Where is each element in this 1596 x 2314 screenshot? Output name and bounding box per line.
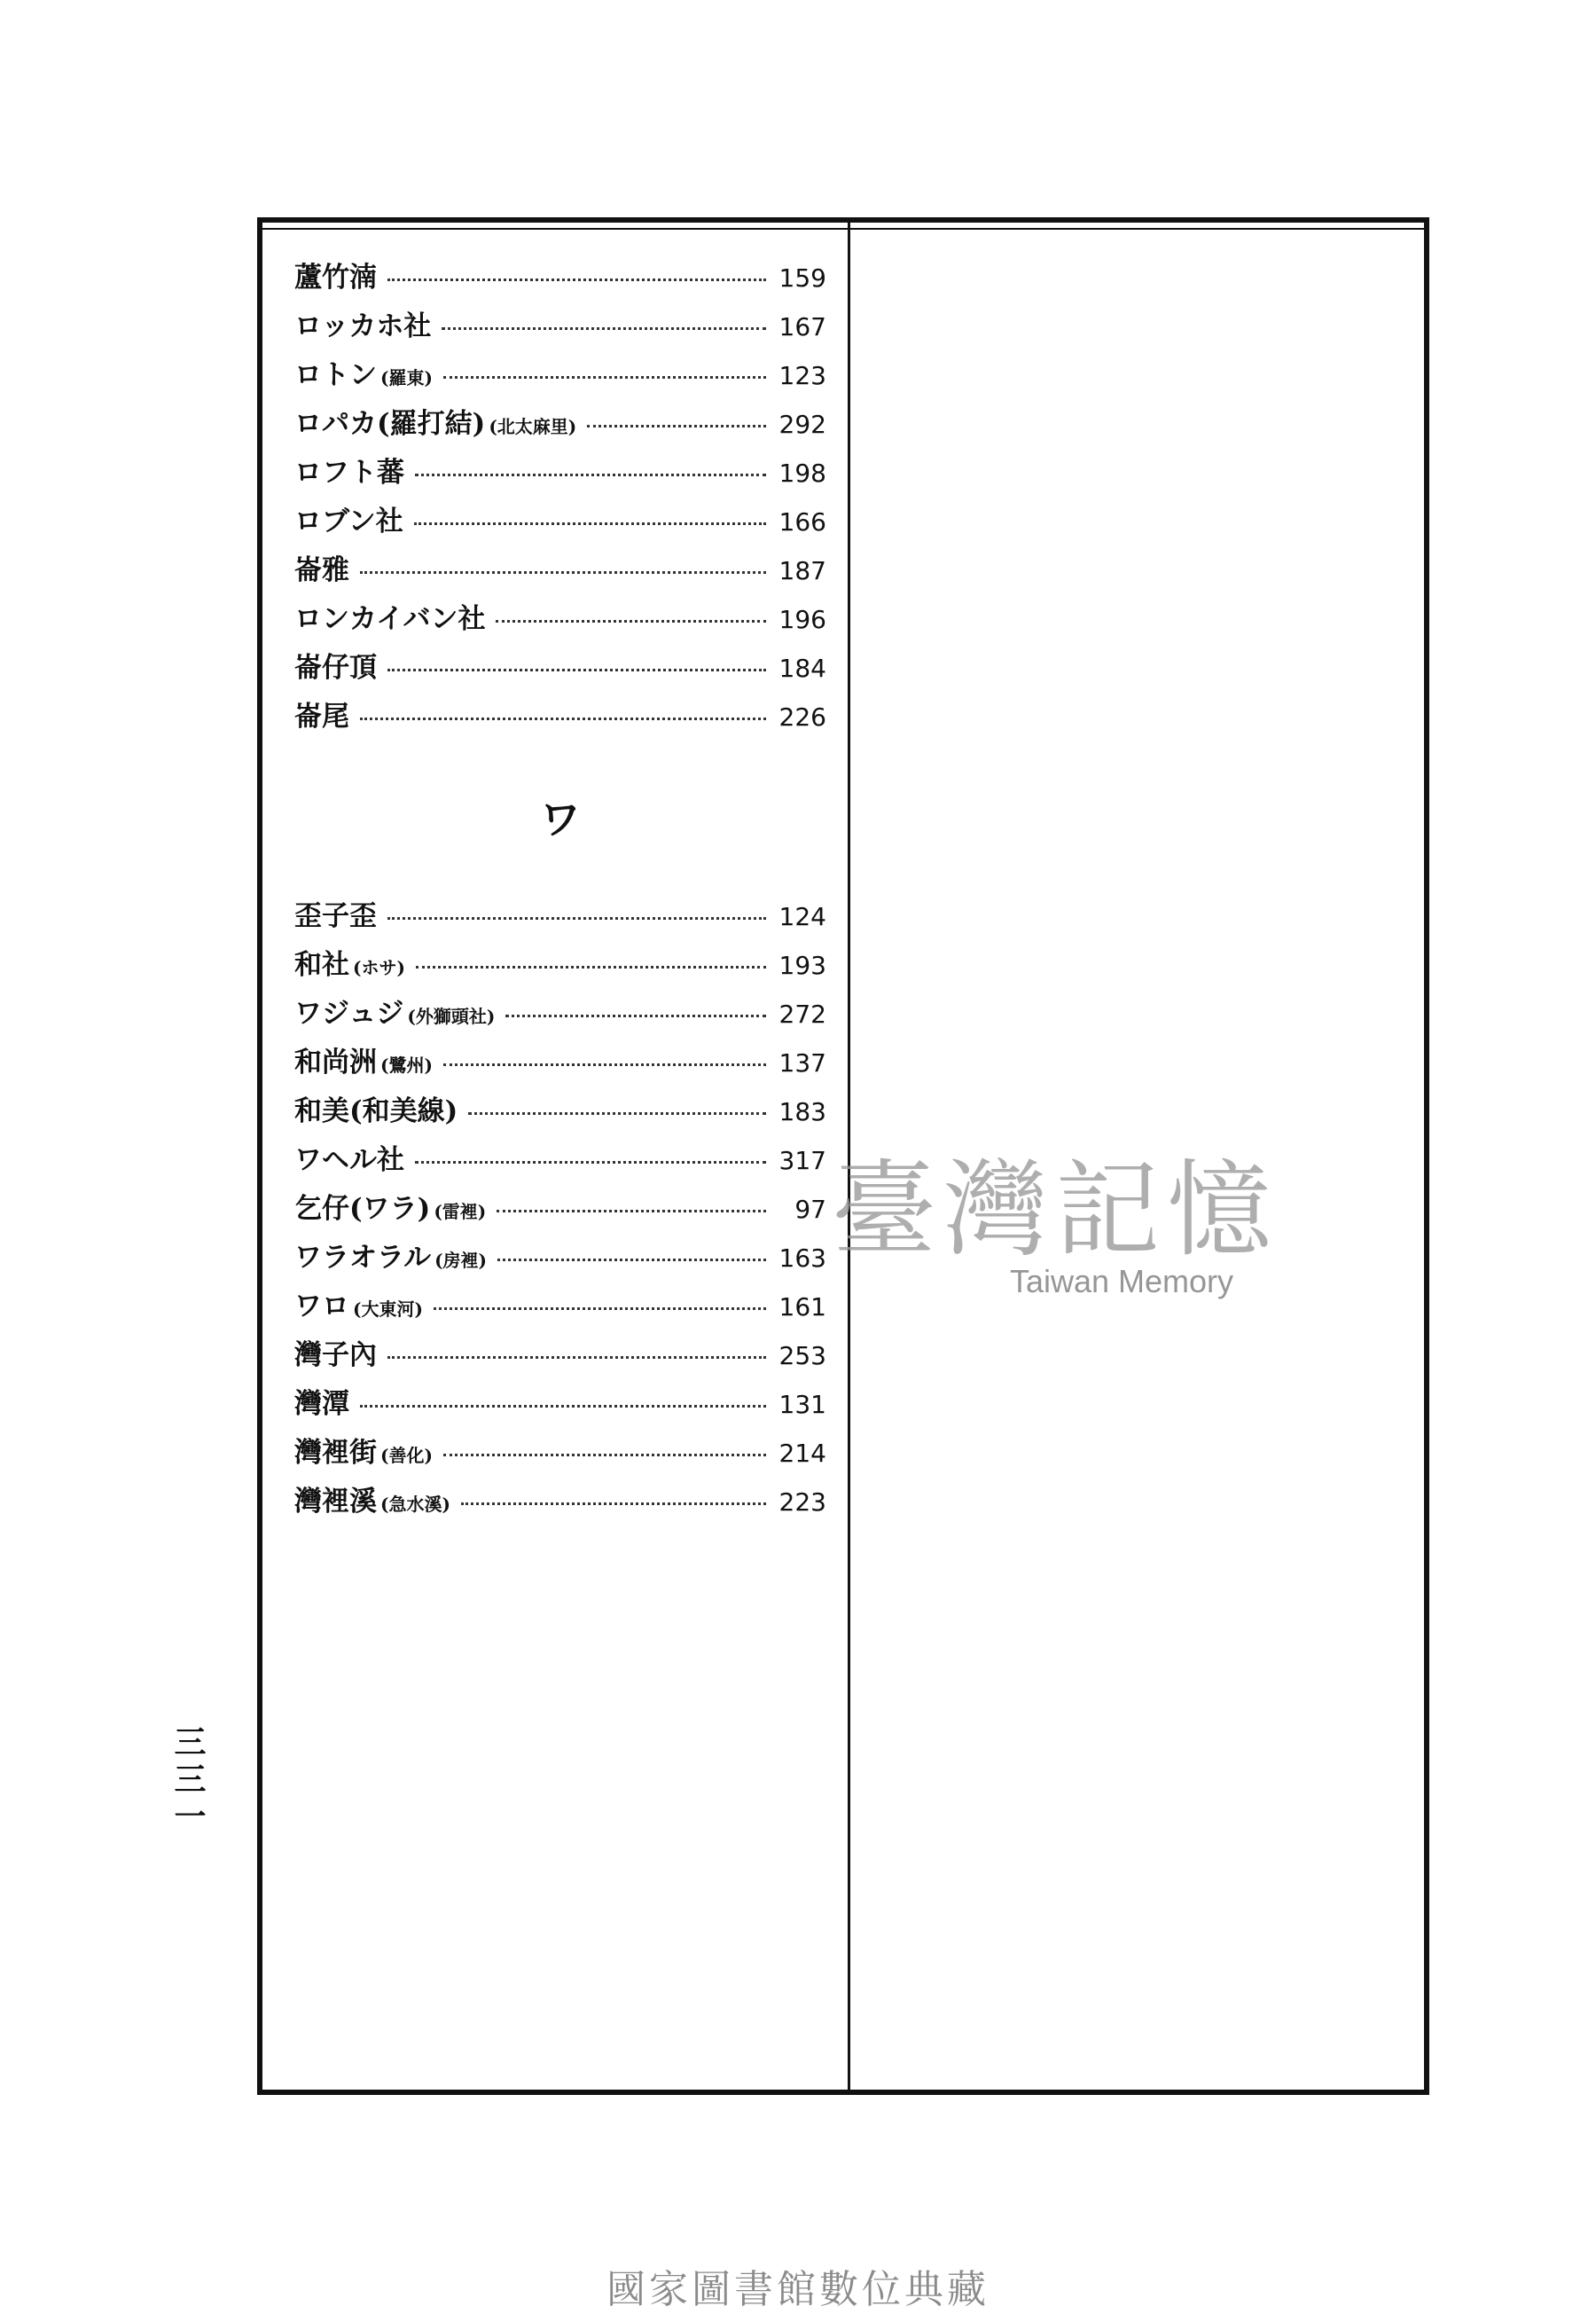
entry-page-number: 124: [778, 902, 826, 931]
entry-term: 灣子內: [294, 1339, 377, 1371]
entry-term: 乞仔(ワラ): [294, 1193, 431, 1225]
entry-page-number: 97: [794, 1195, 826, 1224]
entry-note: (北太麻里): [489, 416, 577, 437]
entry-page-number: 161: [778, 1292, 826, 1322]
entry-page-number: 163: [778, 1243, 826, 1273]
entry-term: ワロ: [294, 1290, 349, 1322]
dot-leader: [414, 522, 766, 525]
frame-top-rule: [262, 228, 1424, 230]
dot-leader: [497, 1259, 766, 1261]
entry-page-number: 167: [778, 312, 826, 341]
dot-leader: [468, 1112, 766, 1115]
dot-leader: [415, 1161, 766, 1164]
watermark-chinese: 臺灣記憶: [831, 1149, 1279, 1271]
index-entry: [294, 1087, 826, 1136]
entry-term: 和尚洲: [294, 1047, 377, 1079]
entry-term: ロトン: [294, 359, 377, 391]
index-entry: [294, 1331, 826, 1380]
entry-page-number: 292: [778, 410, 826, 439]
entry-page-number: 214: [778, 1439, 826, 1468]
index-entry: [294, 941, 826, 990]
index-entry: [294, 498, 826, 546]
entry-term: ワジュジ: [294, 998, 404, 1030]
index-entry: [294, 1429, 826, 1478]
section-heading-wa: ワ: [540, 796, 581, 843]
entry-term: ロブン社: [294, 506, 403, 537]
entry-term: 灣潭: [294, 1388, 349, 1420]
entry-term: ロッカホ社: [294, 310, 432, 342]
entry-term: 和社: [294, 949, 349, 981]
index-entry: [294, 302, 826, 351]
entry-page-number: 223: [778, 1487, 826, 1517]
entry-page-number: 123: [778, 361, 826, 390]
entry-term: 崙雅: [294, 554, 349, 586]
index-entry: [294, 1185, 826, 1234]
index-entry: [294, 351, 826, 400]
dot-leader: [387, 1356, 766, 1359]
dot-leader: [505, 1015, 766, 1017]
entry-note: (大東河): [353, 1298, 423, 1320]
index-entry: [294, 1234, 826, 1283]
entry-note: (羅東): [380, 367, 433, 388]
entry-term: 歪子歪: [294, 900, 377, 932]
index-entry: [294, 1136, 826, 1185]
dot-leader: [434, 1307, 766, 1310]
entry-term: 崙尾: [294, 701, 349, 733]
entry-page-number: 159: [778, 263, 826, 293]
entry-page-number: 193: [778, 951, 826, 980]
entry-page-number: 226: [778, 702, 826, 732]
dot-leader: [443, 1063, 766, 1066]
entry-page-number: 137: [778, 1048, 826, 1078]
index-entry: [294, 892, 826, 941]
page-number: 三三一: [169, 1725, 207, 1837]
entry-term: 灣裡溪: [294, 1486, 377, 1518]
entry-term: ワラオラル: [294, 1242, 432, 1274]
entry-note: (善化): [380, 1445, 433, 1466]
entry-page-number: 183: [778, 1097, 826, 1126]
index-entry: [294, 595, 826, 644]
dot-leader: [387, 917, 766, 920]
dot-leader: [587, 425, 766, 428]
dot-leader: [360, 718, 766, 720]
entry-note: (雷裡): [434, 1201, 487, 1222]
dot-leader: [360, 571, 766, 574]
index-entry: [294, 1380, 826, 1429]
index-group-ro: [294, 254, 826, 741]
dot-leader: [416, 966, 766, 969]
dot-leader: [496, 620, 766, 623]
entry-term: 蘆竹湳: [294, 262, 377, 294]
footer-credit: 國家圖書館數位典藏: [606, 2267, 990, 2312]
entry-note: (房裡): [434, 1250, 488, 1271]
dot-leader: [442, 327, 766, 330]
entry-page-number: 131: [778, 1390, 826, 1419]
entry-page-number: 253: [778, 1341, 826, 1370]
entry-term: 崙仔頂: [294, 652, 377, 684]
index-column: [294, 254, 826, 1526]
dot-leader: [360, 1405, 766, 1408]
watermark-logo: [825, 1149, 1286, 1300]
dot-leader: [497, 1210, 766, 1212]
entry-term: ロンカイバン社: [294, 603, 486, 635]
entry-page-number: 196: [778, 605, 826, 634]
index-entry: [294, 1283, 826, 1331]
index-group-wa: [294, 892, 826, 1526]
entry-page-number: 166: [778, 507, 826, 537]
entry-term: ワヘル社: [294, 1144, 404, 1176]
dot-leader: [443, 376, 766, 379]
dot-leader: [387, 669, 766, 671]
index-entry: [294, 693, 826, 741]
dot-leader: [443, 1454, 766, 1456]
entry-note: (外獅頭社): [407, 1006, 496, 1027]
index-entry: [294, 1478, 826, 1526]
dot-leader: [461, 1502, 766, 1505]
entry-note: (鷺州): [380, 1055, 433, 1076]
index-entry: [294, 1039, 826, 1087]
index-entry: [294, 644, 826, 693]
index-entry: [294, 990, 826, 1039]
index-entry: [294, 254, 826, 302]
entry-term: 灣裡街: [294, 1437, 377, 1469]
entry-page-number: 198: [778, 459, 826, 488]
entry-page-number: 317: [778, 1146, 826, 1175]
dot-leader: [387, 278, 766, 281]
entry-term: ロフト蕃: [294, 457, 404, 489]
entry-page-number: 272: [778, 1000, 826, 1029]
entry-page-number: 187: [778, 556, 826, 585]
index-entry: [294, 400, 826, 449]
dot-leader: [415, 474, 766, 476]
entry-term: 和美(和美線): [294, 1095, 458, 1127]
entry-term: ロパカ(羅打結): [294, 408, 486, 440]
index-entry: [294, 546, 826, 595]
entry-note: (ホサ): [353, 957, 405, 978]
entry-note: (急水溪): [380, 1494, 450, 1515]
entry-page-number: 184: [778, 654, 826, 683]
index-entry: [294, 449, 826, 498]
watermark-english: Taiwan Memory: [1009, 1262, 1234, 1299]
